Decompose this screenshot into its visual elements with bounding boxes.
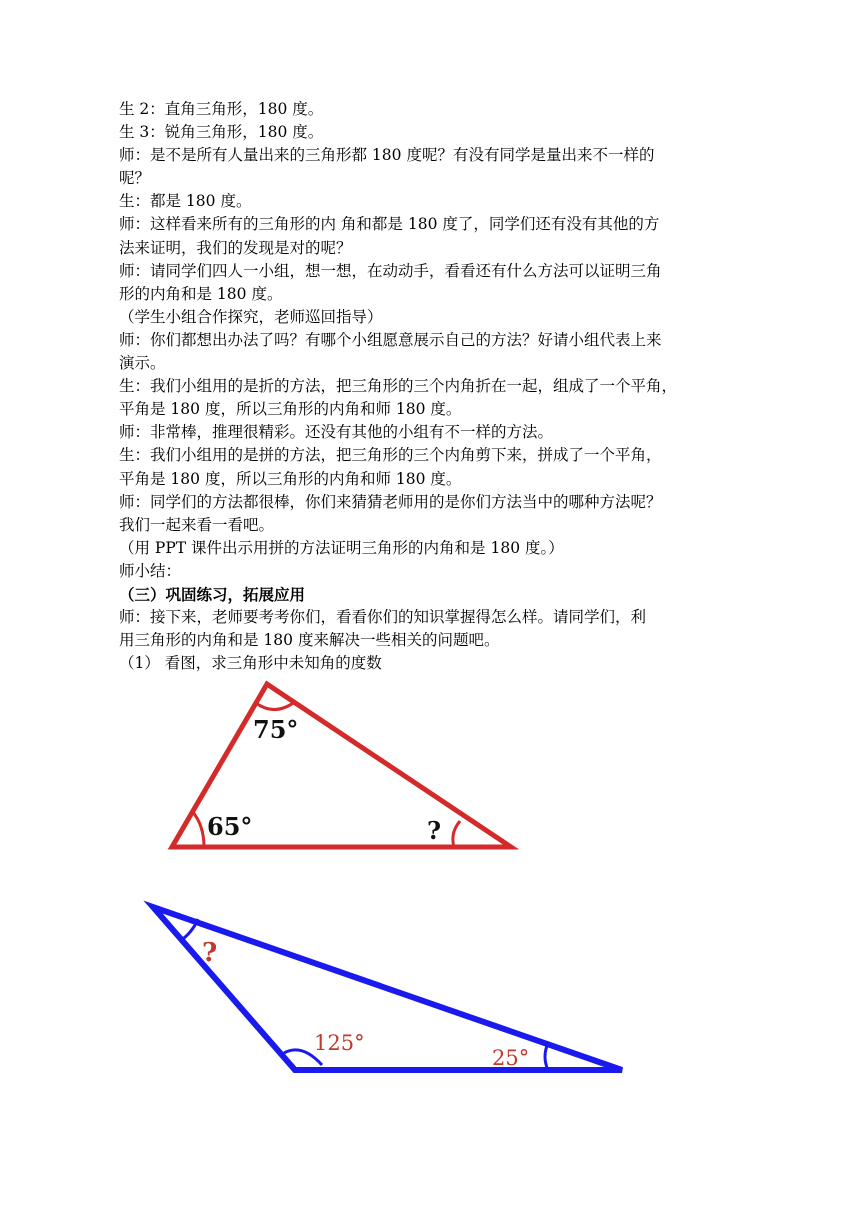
angle-label-mid: 125° — [314, 1031, 365, 1055]
angle-label-right: ? — [427, 816, 442, 845]
exercise-prompt: （1） 看图，求三角形中未知角的度数 — [119, 654, 382, 673]
text-line: 演示。 — [119, 354, 166, 373]
text-line: 平角是 180 度，所以三角形的内角和师 180 度。 — [119, 400, 462, 419]
angle-label-top: 75° — [253, 715, 299, 744]
text-line: 呢？ — [119, 169, 151, 188]
text-line: 师：请同学们四人一小组，想一想，在动动手，看看还有什么方法可以证明三角 — [119, 261, 662, 280]
text-line: 平角是 180 度，所以三角形的内角和师 180 度。 — [119, 469, 462, 488]
text-line: （学生小组合作探究，老师巡回指导） — [119, 307, 383, 326]
triangle-outline-2 — [153, 907, 622, 1070]
text-line: 我们一起来看一看吧。 — [119, 515, 275, 534]
angle-label-left: 65° — [207, 812, 253, 841]
angle-label-right: 25° — [492, 1046, 530, 1070]
angle-label-top: ? — [202, 938, 218, 968]
triangle-figure-2 — [140, 895, 640, 1085]
text-line: 师：接下来，老师要考考你们，看看你们的知识掌握得怎么样。请同学们，利 — [119, 608, 647, 627]
text-line: 生 2：直角三角形，180 度。 — [119, 100, 324, 118]
text-line: 生：我们小组用的是拼的方法，把三角形的三个内角剪下来，拼成了一个平角， — [119, 446, 662, 465]
text-line: 生：都是 180 度。 — [119, 192, 252, 211]
text-line: 师：这样看来所有的三角形的内 角和都是 180 度了，同学们还有没有其他的方 — [119, 215, 660, 234]
text-line: 法来证明，我们的发现是对的呢？ — [119, 238, 352, 257]
text-line: （用 PPT 课件出示用拼的方法证明三角形的内角和是 180 度。） — [119, 538, 564, 557]
text-line: 师：你们都想出办法了吗？有哪个小组愿意展示自己的方法？好请小组代表上来 — [119, 330, 662, 349]
text-line: 师小结： — [119, 561, 182, 580]
text-line: 形的内角和是 180 度。 — [119, 284, 283, 303]
text-line: 生 3：锐角三角形，180 度。 — [119, 123, 324, 142]
text-line: 师：非常棒，推理很精彩。还没有其他的小组有不一样的方法。 — [119, 423, 554, 442]
text-line: 师：是不是所有人量出来的三角形都 180 度呢？有没有同学是量出来不一样的 — [119, 146, 655, 165]
triangle-figure-1 — [160, 675, 520, 860]
section-heading: （三）巩固练习，拓展应用 — [119, 584, 306, 604]
text-line: 用三角形的内角和是 180 度来解决一些相关的问题吧。 — [119, 631, 500, 650]
text-line: 生：我们小组用的是折的方法，把三角形的三个内角折在一起，组成了一个平角， — [119, 377, 678, 396]
text-line: 师：同学们的方法都很棒，你们来猜猜老师用的是你们方法当中的哪种方法呢？ — [119, 492, 662, 511]
body-text — [119, 98, 733, 675]
angle-arc-right — [545, 1043, 548, 1070]
angle-arc-left — [192, 811, 204, 847]
angle-arc-right — [453, 821, 460, 847]
